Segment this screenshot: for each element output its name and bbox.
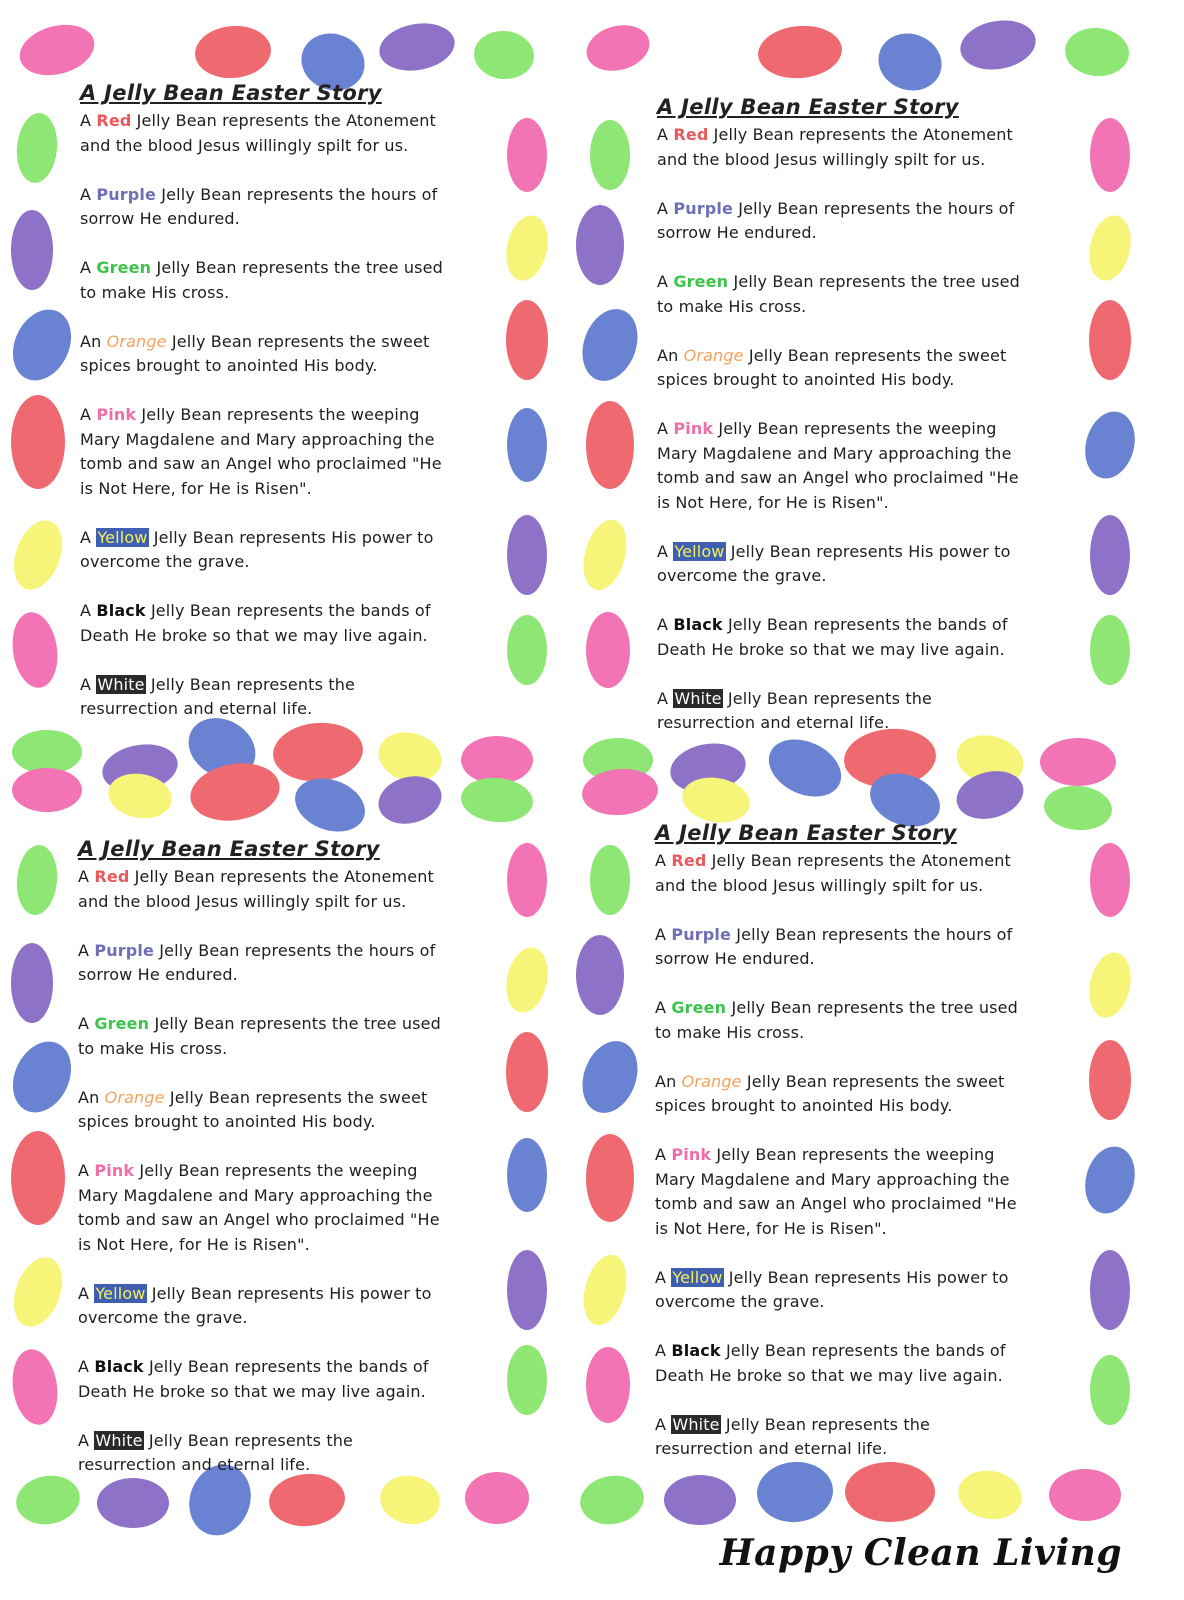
entry-green: A Green Jelly Bean represents the tree used to make His cross. <box>78 1014 441 1058</box>
color-word-white: White <box>674 688 722 708</box>
color-word-pink: Pink <box>671 1145 712 1164</box>
color-word-red: Red <box>94 867 130 886</box>
entry-orange: An Orange Jelly Bean represents the sweet spices brought to anointed His body. <box>78 1087 428 1131</box>
jelly-bean-blue <box>507 1138 547 1212</box>
jelly-bean-pink <box>461 736 533 784</box>
jelly-bean-green <box>459 775 535 825</box>
story-card-top-right <box>657 94 1032 760</box>
jelly-bean-purple <box>373 770 447 831</box>
color-word-green: Green <box>94 1014 150 1033</box>
jelly-bean-green <box>1042 783 1114 833</box>
jelly-bean-yellow <box>501 944 554 1017</box>
jelly-bean-blue <box>573 1033 647 1120</box>
color-word-orange: Orange <box>681 1071 742 1091</box>
entry-red: A Red Jelly Bean represents the Atonement and the blood Jesus willingly spilt for us. <box>80 111 436 155</box>
color-word-red: Red <box>673 125 709 144</box>
jelly-bean-green <box>1090 1355 1130 1425</box>
jelly-bean-pink <box>1090 843 1130 917</box>
jelly-bean-yellow <box>1084 212 1137 285</box>
jelly-bean-blue <box>573 301 647 388</box>
jelly-bean-green <box>14 111 60 184</box>
entry-green: A Green Jelly Bean represents the tree used to make His cross. <box>655 998 1018 1042</box>
jelly-bean-pink <box>14 17 100 83</box>
entry-black: A Black Jelly Bean represents the bands of Death He broke so that we may live again. <box>655 1341 1006 1385</box>
color-word-yellow: Yellow <box>95 1283 146 1303</box>
site-credit: Happy Clean Living <box>719 1532 1122 1574</box>
jelly-bean-pink <box>507 118 547 192</box>
jelly-bean-red <box>586 401 634 489</box>
entry-pink: A Pink Jelly Bean represents the weeping Mary Magdalene and Mary approaching the tomb and saw an Angel who proclaimed "He is Not Here, for He is Risen". <box>78 1161 440 1254</box>
color-word-pink: Pink <box>94 1161 135 1180</box>
color-word-yellow: Yellow <box>672 1267 723 1287</box>
jelly-bean-yellow <box>576 515 633 595</box>
jelly-bean-blue <box>2 300 82 390</box>
jelly-bean-red <box>11 1131 65 1225</box>
jelly-bean-blue <box>870 25 949 100</box>
jelly-bean-red <box>506 300 548 380</box>
jelly-bean-purple <box>576 205 624 285</box>
jelly-bean-green <box>576 1471 647 1529</box>
entry-black: A Black Jelly Bean represents the bands of Death He broke so that we may live again. <box>78 1357 429 1401</box>
entry-pink: A Pink Jelly Bean represents the weeping Mary Magdalene and Mary approaching the tomb and saw an Angel who proclaimed "He is Not Here, for He is Risen". <box>657 419 1019 512</box>
jelly-bean-red <box>193 23 273 81</box>
color-word-black: Black <box>673 615 723 634</box>
entry-yellow: A Yellow Jelly Bean represents His power to overcome the grave. <box>78 1283 432 1327</box>
entry-white: A White Jelly Bean represents the resurrection and eternal life. <box>657 688 933 732</box>
entry-white: A White Jelly Bean represents the resurrection and eternal life. <box>78 1430 354 1474</box>
jelly-bean-red <box>756 22 844 81</box>
color-word-orange: Orange <box>106 331 167 351</box>
color-word-purple: Purple <box>94 940 155 960</box>
card-title: A Jelly Bean Easter Story <box>657 95 959 119</box>
entry-yellow: A Yellow Jelly Bean represents His power to overcome the grave. <box>80 527 434 571</box>
jelly-bean-purple <box>1090 515 1130 595</box>
card-title: A Jelly Bean Easter Story <box>80 81 382 105</box>
entry-red: A Red Jelly Bean represents the Atonement and the blood Jesus willingly spilt for us. <box>657 125 1013 169</box>
entry-white: A White Jelly Bean represents the resurrection and eternal life. <box>655 1414 931 1458</box>
jelly-bean-blue <box>288 769 373 841</box>
jelly-bean-green <box>507 1345 547 1415</box>
color-word-green: Green <box>96 258 152 277</box>
jelly-bean-purple <box>376 18 459 76</box>
jelly-bean-red <box>1089 1040 1131 1120</box>
entry-pink: A Pink Jelly Bean represents the weeping Mary Magdalene and Mary approaching the tomb and saw an Angel who proclaimed "He is Not Here, for He is Risen". <box>655 1145 1017 1238</box>
jelly-bean-pink <box>581 18 654 77</box>
card-title: A Jelly Bean Easter Story <box>78 837 380 861</box>
color-word-black: Black <box>94 1357 144 1376</box>
color-word-green: Green <box>671 998 727 1017</box>
color-word-black: Black <box>96 601 146 620</box>
jelly-bean-blue <box>507 408 547 482</box>
jelly-bean-green <box>472 28 536 81</box>
jelly-bean-purple <box>1090 1250 1130 1330</box>
jelly-bean-purple <box>11 210 53 290</box>
color-word-yellow: Yellow <box>674 541 725 561</box>
jelly-bean-pink <box>507 843 547 917</box>
story-card-top-left <box>80 80 455 746</box>
jelly-bean-green <box>590 845 630 915</box>
jelly-bean-red <box>186 757 284 828</box>
jelly-bean-pink <box>12 768 82 812</box>
jelly-bean-yellow <box>576 1250 633 1330</box>
color-word-red: Red <box>96 111 132 130</box>
entry-purple: A Purple Jelly Bean represents the hours of sorrow He endured. <box>78 940 436 984</box>
entry-orange: An Orange Jelly Bean represents the sweet spices brought to anointed His body. <box>655 1071 1005 1115</box>
jelly-bean-purple <box>507 1250 547 1330</box>
color-word-purple: Purple <box>671 924 732 944</box>
entry-white: A White Jelly Bean represents the resurrection and eternal life. <box>80 674 356 718</box>
entry-orange: An Orange Jelly Bean represents the sweet spices brought to anointed His body. <box>657 345 1007 389</box>
entry-pink: A Pink Jelly Bean represents the weeping Mary Magdalene and Mary approaching the tomb and saw an Angel who proclaimed "He is Not Here, for He is Risen". <box>80 405 442 498</box>
jelly-bean-green <box>507 615 547 685</box>
jelly-bean-purple <box>576 935 624 1015</box>
jelly-bean-pink <box>1090 118 1130 192</box>
color-word-purple: Purple <box>673 198 734 218</box>
story-card-bottom-right <box>655 820 1030 1486</box>
jelly-bean-green <box>12 730 82 774</box>
jelly-bean-blue <box>1078 406 1142 484</box>
color-word-pink: Pink <box>96 405 137 424</box>
jelly-bean-yellow <box>501 212 554 285</box>
entry-purple: A Purple Jelly Bean represents the hours of sorrow He endured. <box>657 198 1015 242</box>
entry-yellow: A Yellow Jelly Bean represents His power to overcome the grave. <box>657 541 1011 585</box>
jelly-bean-red <box>506 1032 548 1112</box>
card-title: A Jelly Bean Easter Story <box>655 821 957 845</box>
color-word-yellow: Yellow <box>97 527 148 547</box>
jelly-bean-blue <box>2 1032 82 1122</box>
entry-purple: A Purple Jelly Bean represents the hours of sorrow He endured. <box>80 184 438 228</box>
jelly-bean-green <box>1090 615 1130 685</box>
color-word-pink: Pink <box>673 419 714 438</box>
entry-red: A Red Jelly Bean represents the Atonement and the blood Jesus willingly spilt for us. <box>78 867 434 911</box>
jelly-bean-blue <box>1078 1141 1142 1219</box>
entry-red: A Red Jelly Bean represents the Atonement and the blood Jesus willingly spilt for us. <box>655 851 1011 895</box>
jelly-bean-red <box>1089 300 1131 380</box>
jelly-bean-pink <box>586 1347 630 1423</box>
entry-purple: A Purple Jelly Bean represents the hours of sorrow He endured. <box>655 924 1013 968</box>
jelly-bean-purple <box>507 515 547 595</box>
jelly-bean-green <box>12 1471 83 1529</box>
jelly-bean-red <box>586 1134 634 1222</box>
jelly-bean-yellow <box>5 514 71 597</box>
color-word-black: Black <box>671 1341 721 1360</box>
entry-green: A Green Jelly Bean represents the tree used to make His cross. <box>80 258 443 302</box>
jelly-bean-pink <box>586 612 630 688</box>
jelly-bean-pink <box>8 1346 62 1427</box>
entry-yellow: A Yellow Jelly Bean represents His power to overcome the grave. <box>655 1267 1009 1311</box>
color-word-orange: Orange <box>683 345 744 365</box>
color-word-green: Green <box>673 272 729 291</box>
jelly-bean-pink <box>465 1472 529 1524</box>
story-card-bottom-left <box>78 836 453 1502</box>
jelly-bean-green <box>590 120 630 190</box>
color-word-purple: Purple <box>96 184 157 204</box>
color-word-orange: Orange <box>104 1087 165 1107</box>
jelly-bean-pink <box>1040 738 1116 786</box>
jelly-bean-red <box>11 395 65 489</box>
color-word-white: White <box>97 674 145 694</box>
entry-orange: An Orange Jelly Bean represents the sweet spices brought to anointed His body. <box>80 331 430 375</box>
jelly-bean-pink <box>8 609 62 690</box>
color-word-red: Red <box>671 851 707 870</box>
entry-black: A Black Jelly Bean represents the bands of Death He broke so that we may live again. <box>657 615 1008 659</box>
entry-black: A Black Jelly Bean represents the bands of Death He broke so that we may live again. <box>80 601 431 645</box>
entry-green: A Green Jelly Bean represents the tree used to make His cross. <box>657 272 1020 316</box>
color-word-white: White <box>672 1414 720 1434</box>
jelly-bean-purple <box>956 15 1039 75</box>
jelly-bean-pink <box>1049 1469 1121 1521</box>
jelly-bean-yellow <box>1084 949 1137 1022</box>
jelly-bean-green <box>1063 25 1131 78</box>
color-word-white: White <box>95 1430 143 1450</box>
jelly-bean-green <box>14 843 60 916</box>
jelly-bean-yellow <box>5 1251 71 1334</box>
jelly-bean-purple <box>11 943 53 1023</box>
